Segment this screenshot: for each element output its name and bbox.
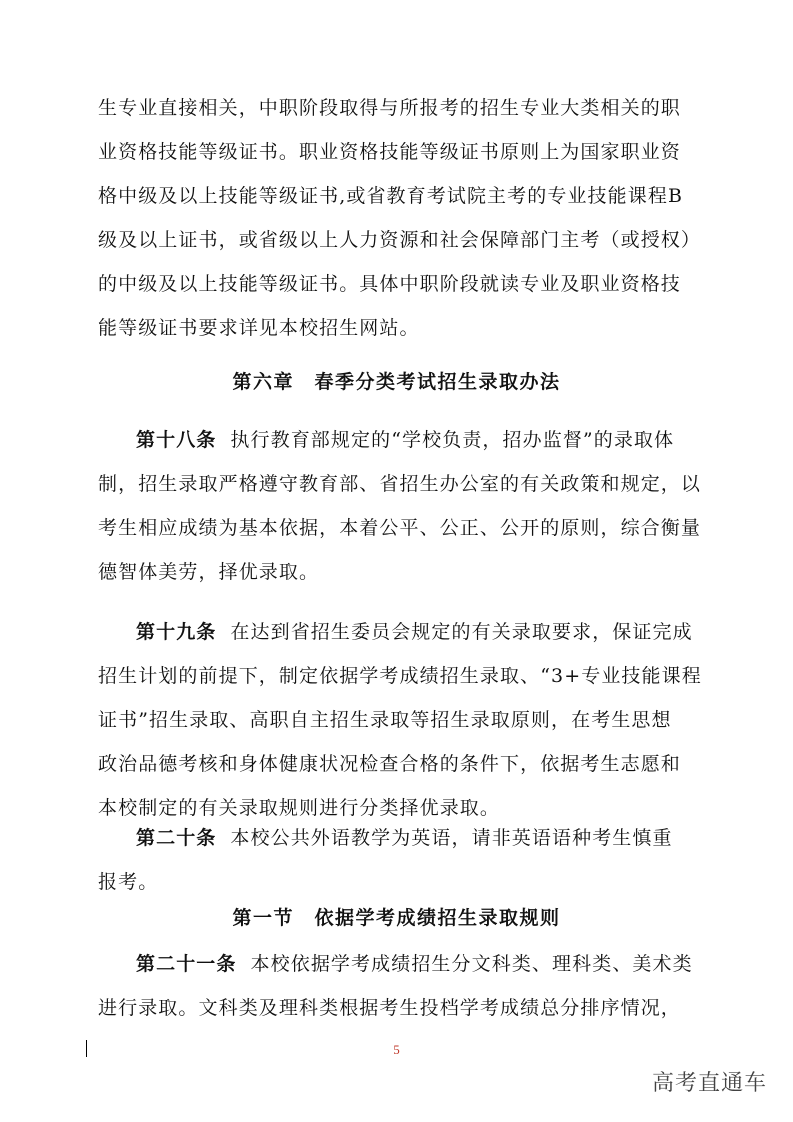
article-19-line: 政治品德考核和身体健康状况检查合格的条件下，依据考生志愿和 bbox=[98, 753, 681, 775]
article-18-line: 制，招生录取严格遵守教育部、省招生办公室的有关政策和规定，以 bbox=[98, 473, 702, 495]
article-19-line: 招生计划的前提下，制定依据学考成绩招生录取、“3+专业技能课程 bbox=[98, 665, 702, 687]
chapter-heading: 第六章 春季分类考试招生录取办法 bbox=[232, 371, 561, 393]
watermark-text: 高考直通车 bbox=[651, 1071, 767, 1096]
article-18-text: 执行教育部规定的“学校负责，招办监督”的录取体 bbox=[230, 429, 675, 451]
article-21-line: 进行录取。文科类及理科类根据考生投档学考成绩总分排序情况， bbox=[98, 997, 681, 1019]
article-19-line: 证书”招生录取、高职自主招生录取等招生录取原则，在考生思想 bbox=[98, 709, 672, 731]
section-heading: 第一节 依据学考成绩招生录取规则 bbox=[232, 907, 561, 929]
article-20-title: 第二十条 bbox=[136, 827, 217, 849]
article-21-title: 第二十一条 bbox=[136, 953, 237, 975]
page-number: 5 bbox=[393, 1042, 400, 1057]
paragraph-line: 业资格技能等级证书。职业资格技能等级证书原则上为国家职业资 bbox=[98, 141, 681, 163]
article-21-first-line bbox=[136, 952, 693, 976]
article-18-line: 德智体美劳，择优录取。 bbox=[98, 561, 320, 583]
article-19-text: 在达到省招生委员会规定的有关录取要求，保证完成 bbox=[230, 621, 693, 643]
article-19-title: 第十九条 bbox=[136, 621, 217, 643]
article-20-first-line bbox=[136, 826, 673, 850]
paragraph-line: 级及以上证书，或省级以上人力资源和社会保障部门主考（或授权） bbox=[98, 229, 702, 251]
article-19-first-line bbox=[136, 620, 693, 644]
paragraph-line: 能等级证书要求详见本校招生网站。 bbox=[98, 317, 420, 339]
paragraph-line: 格中级及以上技能等级证书,或省教育考试院主考的专业技能课程B bbox=[98, 185, 684, 207]
article-18-first-line bbox=[136, 428, 674, 452]
article-19-line: 本校制定的有关录取规则进行分类择优录取。 bbox=[98, 797, 501, 819]
paragraph-line: 生专业直接相关，中职阶段取得与所报考的招生专业大类相关的职 bbox=[98, 97, 681, 119]
paragraph-line: 的中级及以上技能等级证书。具体中职阶段就读专业及职业资格技 bbox=[98, 273, 681, 295]
article-18-line: 考生相应成绩为基本依据，本着公平、公正、公开的原则，综合衡量 bbox=[98, 517, 702, 539]
article-21-text: 本校依据学考成绩招生分文科类、理科类、美术类 bbox=[250, 953, 693, 975]
article-18-title: 第十八条 bbox=[136, 429, 217, 451]
article-20-line: 报考。 bbox=[98, 871, 159, 893]
article-20-text: 本校公共外语教学为英语，请非英语语种考生慎重 bbox=[230, 827, 673, 849]
